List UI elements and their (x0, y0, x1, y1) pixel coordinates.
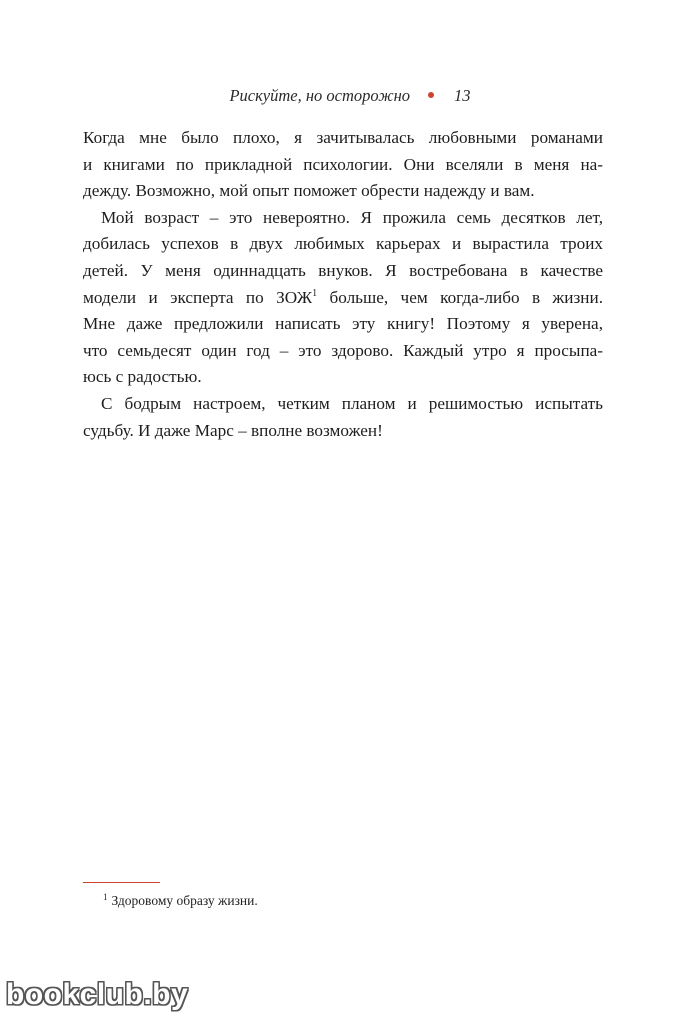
page-number: 13 (454, 86, 471, 105)
paragraph-line: судьбу. И даже Марс – вполне возможен! (83, 420, 383, 440)
watermark-logo: bookclub.by (6, 978, 189, 1011)
chapter-title: Рискуйте, но осторожно (229, 86, 411, 105)
paragraph-line-with-footnote (83, 285, 603, 312)
paragraph-line: и книгами по прикладной психологии. Они вселяли в меня на- (83, 154, 603, 174)
paragraph-line: детей. У меня одиннадцать внуков. Я востребована в качестве (83, 260, 603, 280)
bullet-icon (428, 92, 434, 98)
paragraph-line: дежду. Возможно, мой опыт поможет обрести надежду и вам. (83, 181, 535, 201)
line-text: модели и эксперта по ЗОЖ (83, 287, 313, 307)
footnote (103, 888, 258, 910)
line-text: больше, чем когда-либо в жизни. (317, 287, 603, 307)
paragraph-line: Когда мне было плохо, я зачитывалась любовными романами (83, 128, 603, 147)
body-text (83, 125, 603, 444)
paragraph-line: С бодрым настроем, четким планом и решимостью испытать (101, 393, 603, 413)
footnote-divider (83, 882, 160, 883)
paragraph-line: что семьдесят один год – это здорово. Каждый утро я просыпа- (83, 340, 603, 360)
running-head (0, 86, 700, 106)
paragraph-line: добилась успехов в двух любимых карьерах и вырастила троих (83, 234, 603, 254)
paragraph-line: юсь с радостью. (83, 367, 202, 387)
footnote-text: Здоровому образу жизни. (111, 893, 258, 908)
paragraph-line: Мой возраст – это невероятно. Я прожила семь десятков лет, (101, 207, 603, 227)
footnote-reference: 1 (312, 287, 318, 299)
paragraph-line: Мне даже предложили написать эту книгу! Поэтому я уверена, (83, 314, 603, 334)
footnote-mark: 1 (103, 892, 108, 902)
